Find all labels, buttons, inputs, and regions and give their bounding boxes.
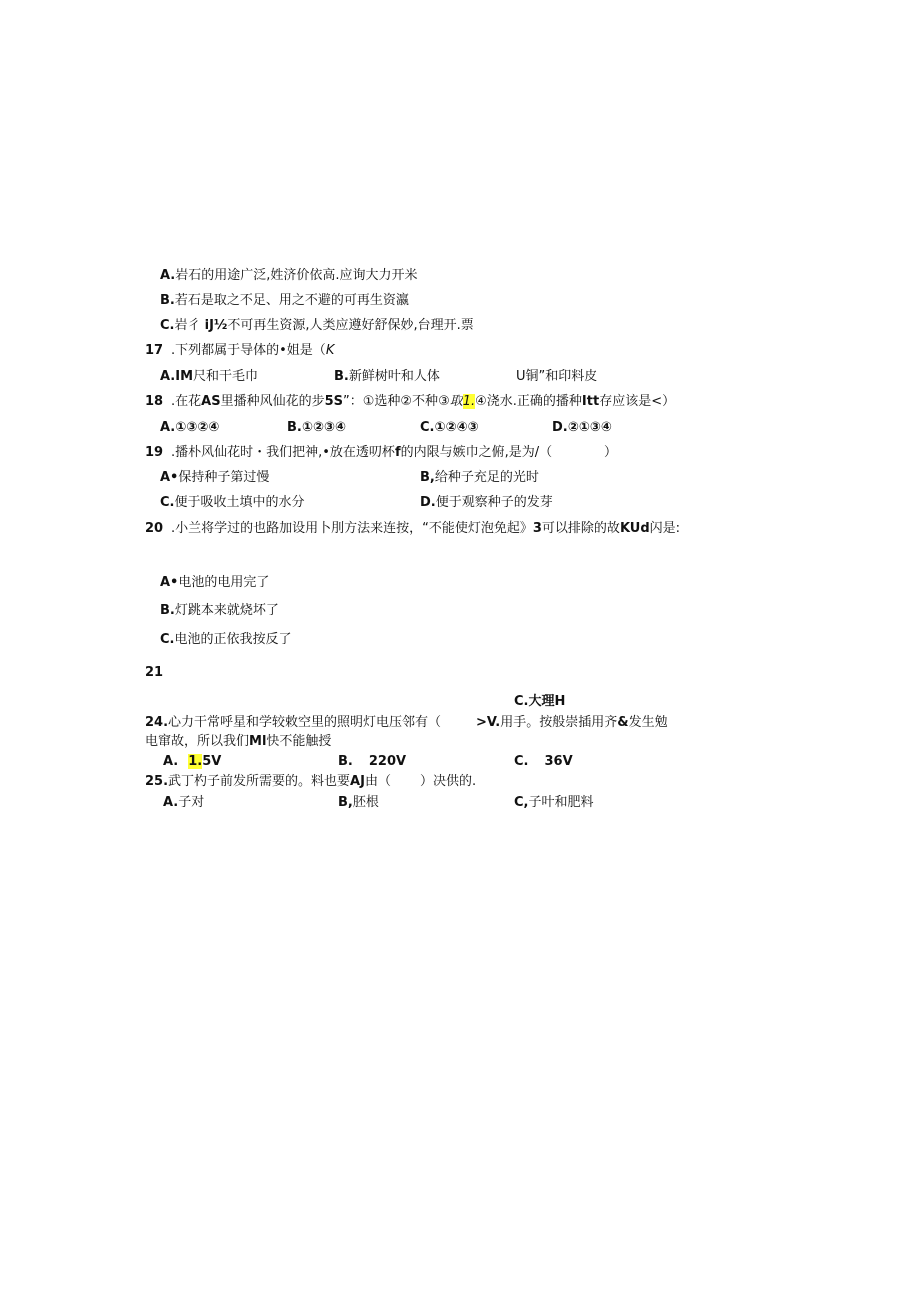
q24-number: 24. bbox=[145, 715, 169, 730]
option-text: 若石是取之不足、用之不避的可再生资瀛 bbox=[174, 293, 409, 308]
q25-option-c: C,子叶和肥料 bbox=[514, 795, 594, 810]
highlight: 1. bbox=[462, 394, 476, 409]
q24-option-b: B. 220V bbox=[338, 754, 407, 769]
q18-number: 18 bbox=[145, 394, 164, 409]
q25-option-a: A.子对 bbox=[163, 795, 205, 810]
q24-option-c: C. 36V bbox=[514, 754, 573, 769]
option-text: 岩石的用途广泛,姓济价依高.应询大力开米 bbox=[175, 268, 418, 283]
q21-option-c: C.大理H bbox=[514, 694, 566, 709]
q25-option-b: B,胚根 bbox=[338, 795, 379, 810]
q25-stem: 25.武丁杓子前发所需要的。料也要AJ由（ bbox=[145, 774, 391, 789]
q19-number: 19 bbox=[145, 445, 164, 460]
q20-option-a: A•电池的电用完了 bbox=[160, 575, 270, 590]
q16-option-b bbox=[160, 292, 409, 310]
q19-option-a: A•保持种子第过慢 bbox=[160, 470, 270, 485]
q16-option-c: C.岩彳 iJ½不可再生资源,人类应遵好舒保妙,台理开.票 bbox=[160, 318, 474, 333]
q17-number: 17 bbox=[145, 343, 164, 358]
q19-stem: .播朴风仙花时・我们把神,•放在透叨杯f的内限与嫉巾之俯,是为/（ bbox=[171, 445, 553, 460]
q17-option-c: U铜”和印料皮 bbox=[516, 369, 598, 384]
q18-option-a: A.①③②④ bbox=[160, 420, 220, 435]
option-letter: C. bbox=[160, 318, 175, 333]
q19-option-c: C.便于吸收土填中的水分 bbox=[160, 495, 305, 510]
q24-stem-cont: >V.用手。按般崇插用齐&发生勉 bbox=[476, 715, 668, 730]
highlight: 1. bbox=[188, 754, 203, 769]
q21-number: 21 bbox=[145, 665, 164, 680]
q18-option-b: B.①②③④ bbox=[287, 420, 346, 435]
q25-stem-cont: ）决供的. bbox=[420, 774, 477, 789]
q20-number: 20 bbox=[145, 521, 164, 536]
q18-option-c: C.①②④③ bbox=[420, 420, 479, 435]
q20-option-c: C.电池的正依我按反了 bbox=[160, 632, 292, 647]
q18-stem: .在花AS里播种风仙花的步5S”：①选种②不种③取1.④浇水.正确的播种Itt存应该是<） bbox=[171, 394, 676, 409]
q25-number: 25. bbox=[145, 774, 169, 789]
q16-option-a bbox=[160, 267, 418, 285]
q17-option-b: B.新鲜树叶和人体 bbox=[334, 369, 440, 384]
q20-stem: .小兰将学过的也路加设用卜刖方法来连按，“不能使灯泡免起》3可以排除的故KUd闪是: bbox=[171, 521, 681, 536]
q17-option-a: A.IM尺和干毛巾 bbox=[160, 369, 259, 384]
option-letter: A. bbox=[160, 268, 176, 283]
q19-option-b: B,给种子充足的光时 bbox=[420, 470, 539, 485]
q19-bracket-close: ） bbox=[604, 445, 618, 460]
q24-option-a: A. 1.5V bbox=[163, 754, 222, 769]
q18-option-d: D.②①③④ bbox=[552, 420, 612, 435]
option-letter: B. bbox=[160, 293, 175, 308]
q19-option-d: D.便于观察种子的发芽 bbox=[420, 495, 553, 510]
q24-stem: 24.心力干常呼星和学较敕空里的照明灯电压邻有（ bbox=[145, 715, 442, 730]
q24-stem-line2: 电窜故，所以我们Ml快不能触授 bbox=[145, 734, 332, 749]
option-text: 岩彳 bbox=[174, 318, 201, 333]
q17-stem: .下列都属于导体的•姐是（K bbox=[171, 343, 335, 358]
q20-option-b: B.灯跳本来就烧坏了 bbox=[160, 603, 279, 618]
